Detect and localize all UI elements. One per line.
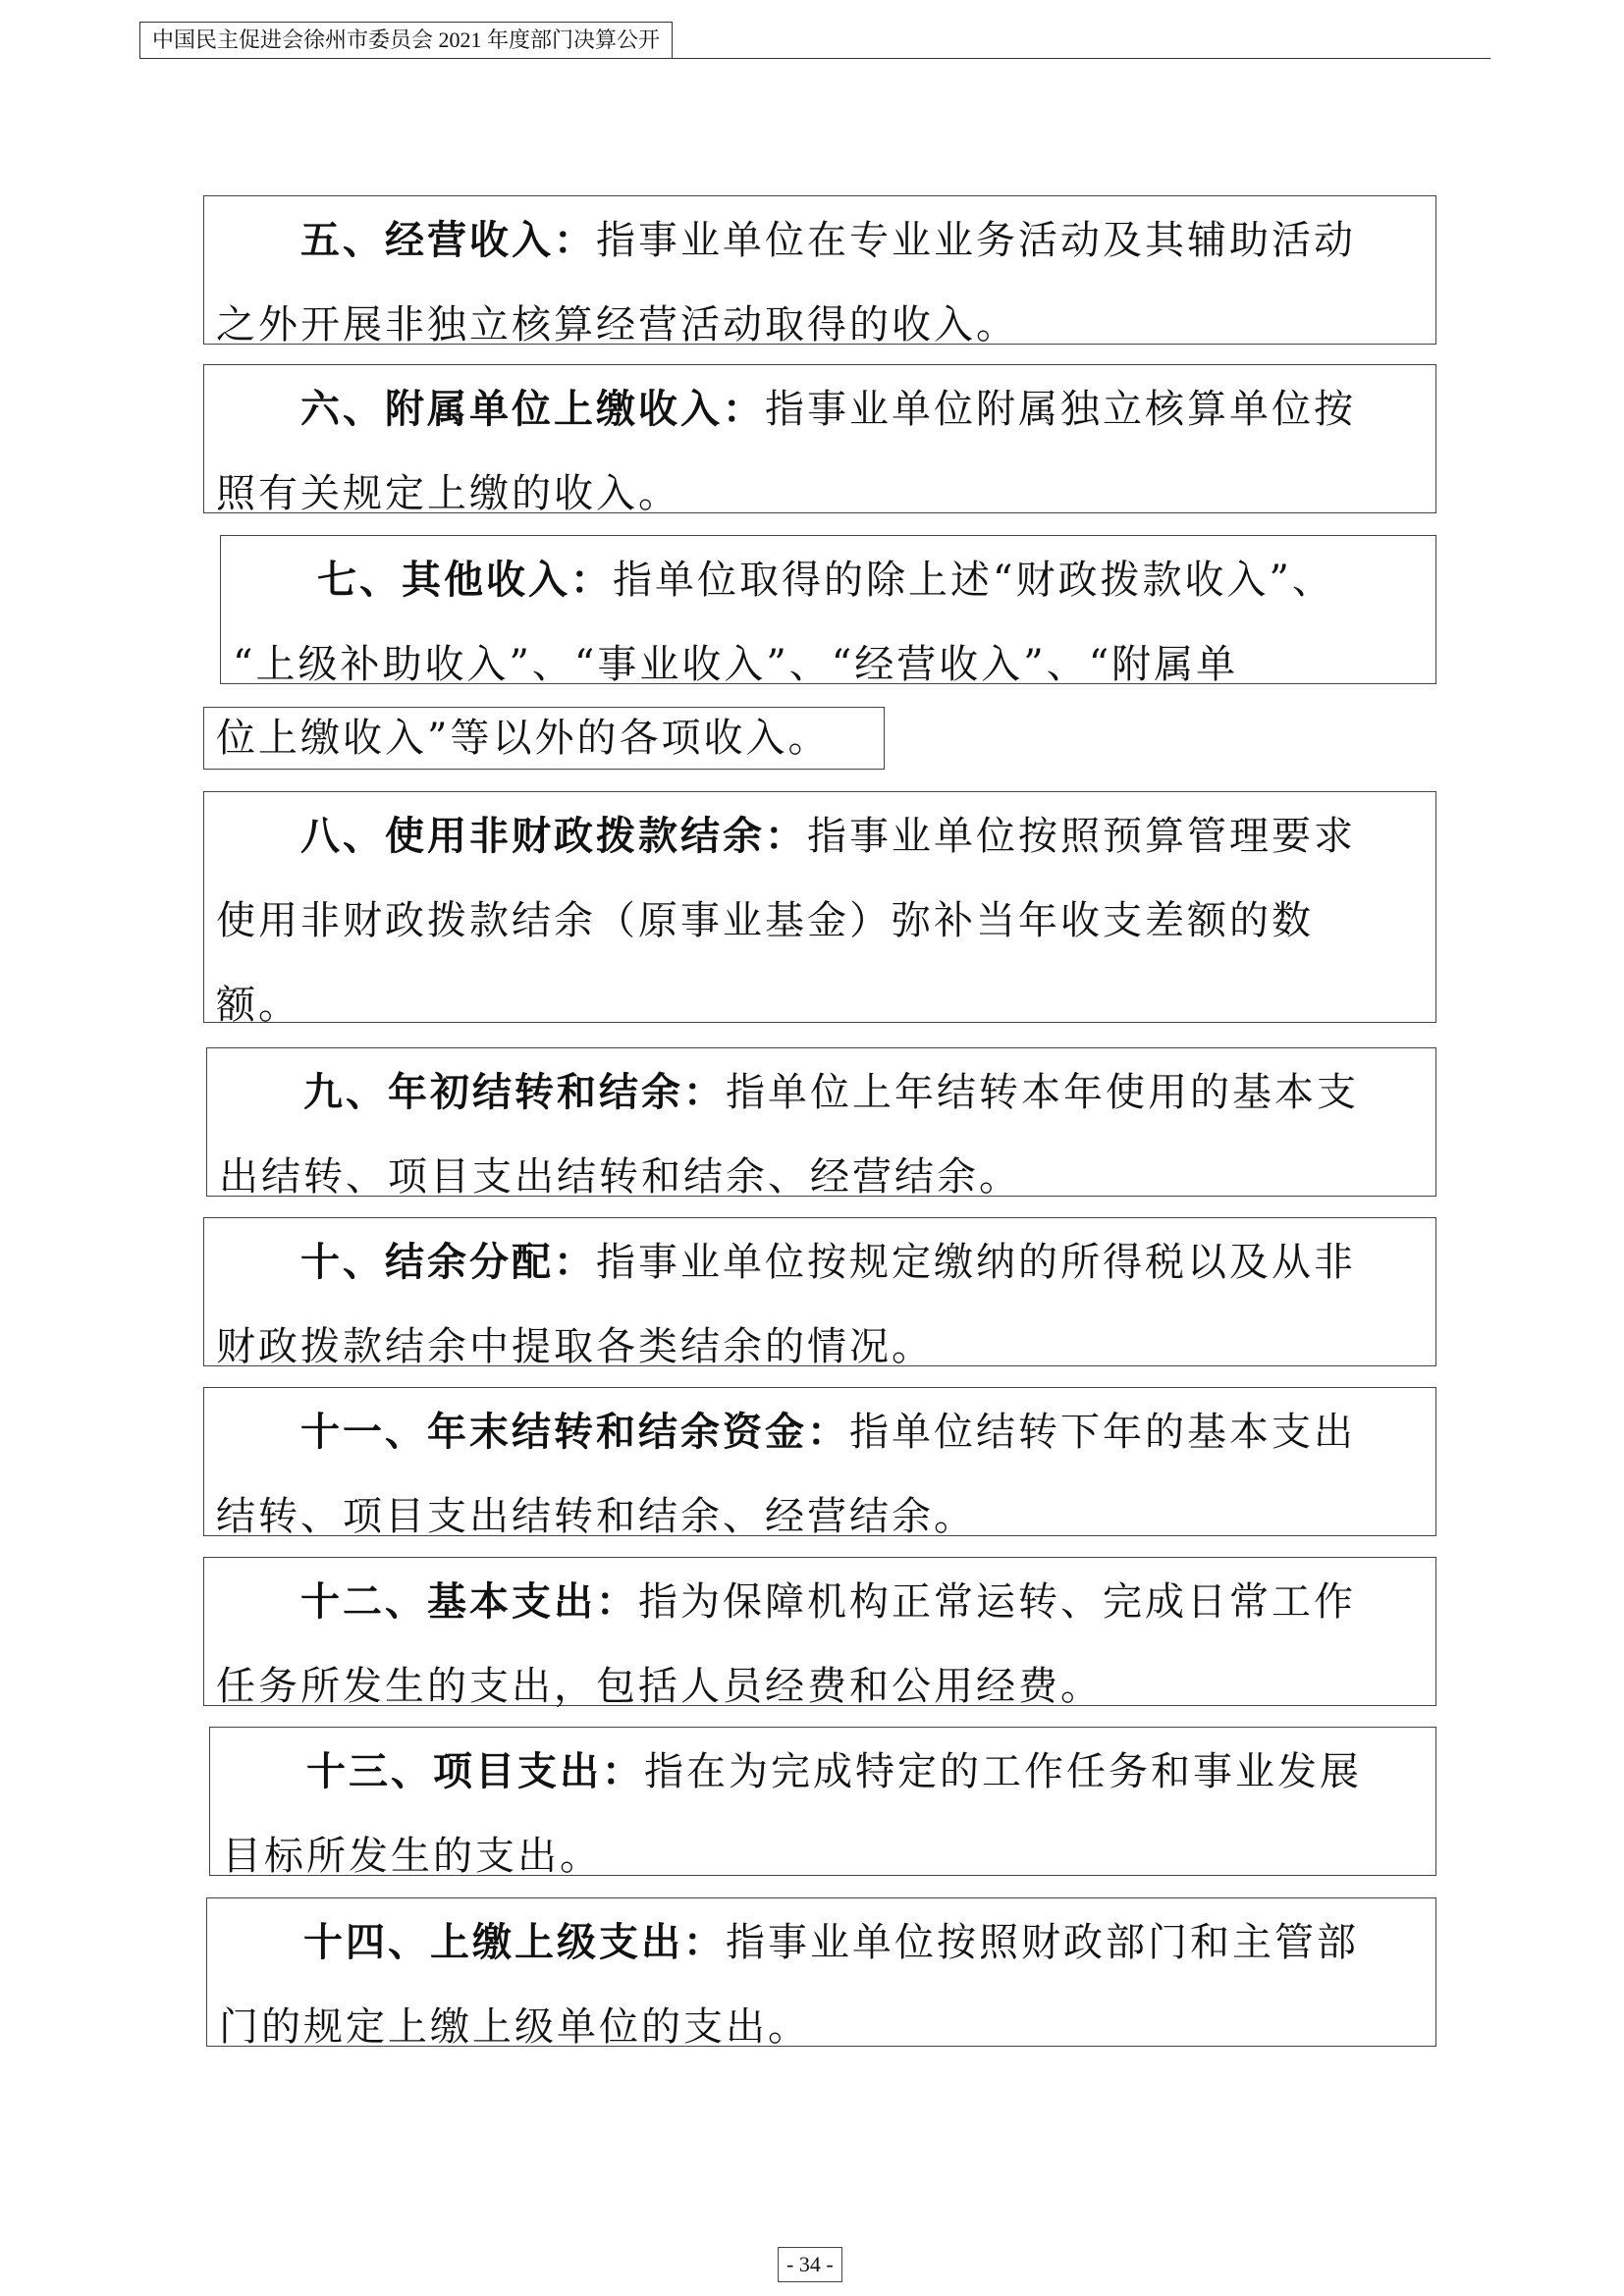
definition-term: 六、附属单位上缴收入：: [300, 386, 765, 432]
definition-text: 指事业单位按照预算管理要求: [807, 814, 1356, 859]
definition-text: 指单位结转下年的基本支出: [849, 1410, 1356, 1455]
definition-term: 九、年初结转和结余：: [303, 1069, 726, 1115]
page-number: - 34 -: [778, 2247, 842, 2282]
definition-line: 目标所发生的支出。: [222, 1834, 602, 1879]
definition-line: [216, 1390, 1424, 1474]
definition-line: 门的规定上缴上级单位的支出。: [219, 2004, 810, 2050]
document-header-title: 中国民主促进会徐州市委员会 2021 年度部门决算公开: [139, 22, 673, 59]
definition-line: 额。: [216, 983, 300, 1028]
definition-term: 十一、年末结转和结余资金：: [300, 1409, 849, 1455]
definition-term: 八、使用非财政拨款结余：: [300, 813, 807, 859]
definition-line: [216, 1220, 1424, 1305]
definition-box-surplus-distribution: [203, 1217, 1436, 1369]
definition-line: [216, 367, 1424, 452]
definition-text: 指单位取得的除上述“财政拨款收入”、: [613, 558, 1334, 603]
definition-term: 十三、项目支出：: [306, 1748, 644, 1794]
definition-box-operating-income: [203, 195, 1436, 345]
definition-text: 指事业单位附属独立核算单位按: [765, 387, 1356, 432]
definition-text: 指事业单位按照财政部门和主管部: [726, 1920, 1359, 1965]
definition-line: [233, 538, 1424, 622]
definition-box-other-income: [220, 535, 1436, 687]
definition-line: [216, 198, 1424, 283]
definition-box-subsidiary-remittance: [203, 364, 1436, 516]
definition-line: 结转、项目支出结转和结余、经营结余。: [216, 1494, 976, 1539]
definition-term: 十四、上缴上级支出：: [303, 1919, 726, 1965]
definition-line: 出结转、项目支出结转和结余、经营结余。: [219, 1154, 1021, 1200]
definition-term: 十、结余分配：: [300, 1239, 596, 1285]
definition-line: [216, 1560, 1424, 1644]
definition-line: [219, 1900, 1424, 1985]
definition-box-other-income-continued: [203, 707, 885, 770]
definition-line: [222, 1730, 1424, 1814]
definition-line: 之外开展非独立核算经营活动取得的收入。: [216, 302, 1018, 347]
definition-line: 照有关规定上缴的收入。: [216, 471, 680, 516]
definition-text: 指事业单位按规定缴纳的所得税以及从非: [596, 1240, 1356, 1285]
definition-term: 七、其他收入：: [317, 557, 613, 603]
definition-line: 使用非财政拨款结余（原事业基金）弥补当年收支差额的数: [216, 898, 1314, 943]
header-divider: [139, 58, 1490, 59]
definition-text: 指在为完成特定的工作任务和事业发展: [644, 1749, 1362, 1794]
definition-box-opening-carryover: [206, 1047, 1436, 1200]
definition-text: 指单位上年结转本年使用的基本支: [726, 1070, 1359, 1115]
definition-line: “上级补助收入”、“事业收入”、“经营收入”、“附属单: [233, 642, 1239, 687]
definition-text: 指事业单位在专业业务活动及其辅助活动: [596, 218, 1356, 263]
definition-line: [216, 794, 1424, 879]
definition-box-closing-carryover: [203, 1387, 1436, 1539]
definition-box-basic-expenditure: [203, 1557, 1436, 1709]
definition-box-non-fiscal-balance: [203, 791, 1436, 1028]
definition-line: [219, 1050, 1424, 1135]
definition-line: 财政拨款结余中提取各类结余的情况。: [216, 1324, 934, 1369]
definition-term: 五、经营收入：: [300, 217, 596, 263]
definition-text: 指为保障机构正常运转、完成日常工作: [638, 1579, 1356, 1625]
definition-line: 任务所发生的支出，包括人员经费和公用经费。: [216, 1664, 1103, 1709]
definition-box-remittance-to-superior: [206, 1897, 1436, 2050]
definition-box-project-expenditure: [209, 1727, 1436, 1879]
definition-term: 十二、基本支出：: [300, 1578, 638, 1625]
definition-line: 位上缴收入”等以外的各项收入。: [216, 716, 831, 761]
